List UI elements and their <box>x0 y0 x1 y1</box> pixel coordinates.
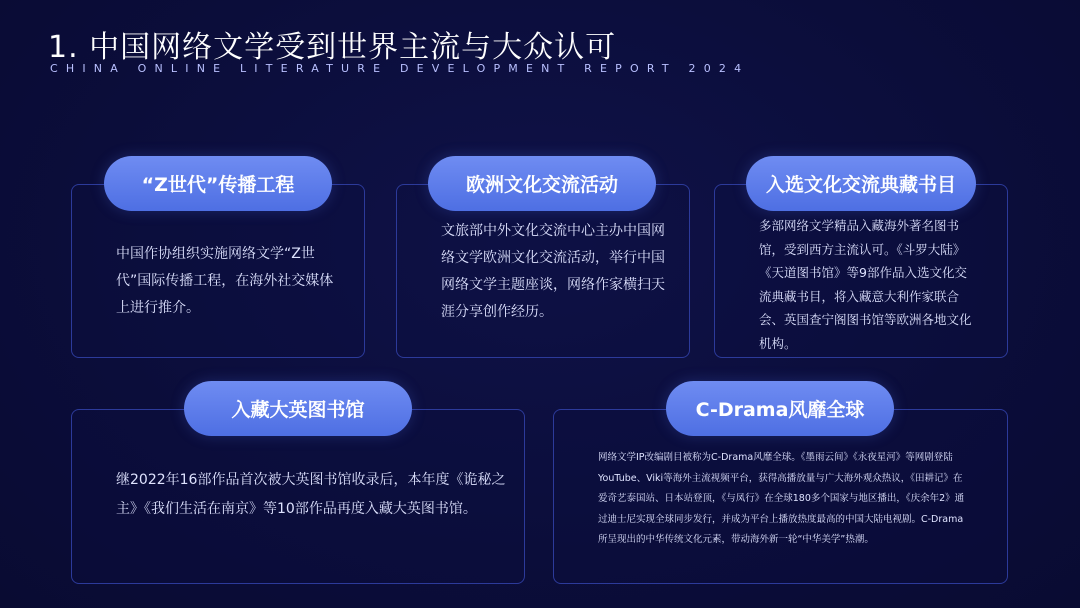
card-title-pill: “Z世代”传播工程 <box>104 156 332 211</box>
card-text: 继2022年16部作品首次被大英图书馆收录后，本年度《诡秘之主》《我们生活在南京》等10部作品再度入藏大英图书馆。 <box>116 472 506 517</box>
card-title-pill: 入藏大英图书馆 <box>184 381 412 436</box>
page-title: 1. 中国网络文学受到世界主流与大众认可 <box>48 30 617 65</box>
card-text: 网络文学IP改编剧目被称为C-Drama风靡全球。《墨雨云间》《永夜星河》等网剧登陆YouTube、Viki等海外主流视频平台，获得高播放量与广大海外观众热议，《田耕记》在爱奇艺泰国站、日本站登顶，《与凤行》在全球180多个国家与地区播出，《庆余年2》通过迪士尼实现全球同步发行，并成为平台上播放热度最高的中国大陆电视剧。C-Drama所呈现出的中华传统文化元素，带动海外新一轮“中华美学”热潮。 <box>598 452 965 545</box>
card-title-pill: C-Drama风靡全球 <box>666 381 894 436</box>
card-text: 文旅部中外文化交流中心主办中国网络文学欧洲文化交流活动，举行中国网络文学主题座谈，网络作家横扫天涯分享创作经历。 <box>441 223 665 320</box>
card-title-pill: 欧洲文化交流活动 <box>428 156 656 211</box>
page-subtitle: CHINA ONLINE LITERATURE DEVELOPMENT REPORT 2024 <box>50 62 750 75</box>
card-text: 多部网络文学精品入藏海外著名图书馆，受到西方主流认可。《斗罗大陆》《天道图书馆》等9部作品入选文化交流典藏书目，将入藏意大利作家联合会、英国查宁阁图书馆等欧洲各地文化机构。 <box>759 218 972 351</box>
card-title-pill: 入选文化交流典藏书目 <box>746 156 976 211</box>
card-text: 中国作协组织实施网络文学“Z世代”国际传播工程，在海外社交媒体上进行推介。 <box>116 246 334 316</box>
